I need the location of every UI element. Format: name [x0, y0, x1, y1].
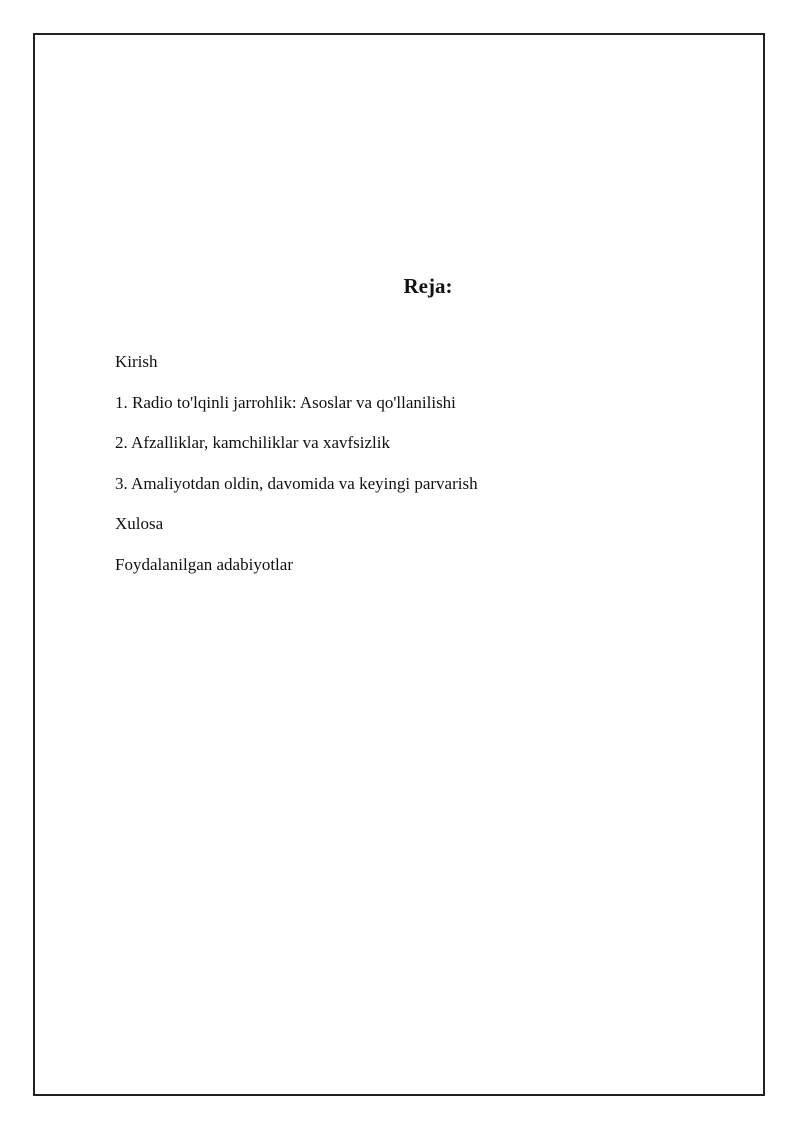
toc-item-conclusion: Xulosa	[115, 514, 164, 533]
toc-item-chapter-1: 1. Radio to'lqinli jarrohlik: Asoslar va qo'llanilishi	[115, 392, 456, 412]
toc-item-chapter-3: 3. Amaliyotdan oldin, davomida va keyingi parvarish	[115, 473, 478, 493]
toc-item-chapter-2: 2. Afzalliklar, kamchiliklar va xavfsizlik	[115, 433, 391, 452]
table-of-contents	[115, 350, 478, 593]
toc-item-references: Foydalanilgan adabiyotlar	[115, 554, 293, 574]
toc-item-introduction: Kirish	[115, 352, 158, 371]
page-title: Reja:	[403, 274, 453, 298]
